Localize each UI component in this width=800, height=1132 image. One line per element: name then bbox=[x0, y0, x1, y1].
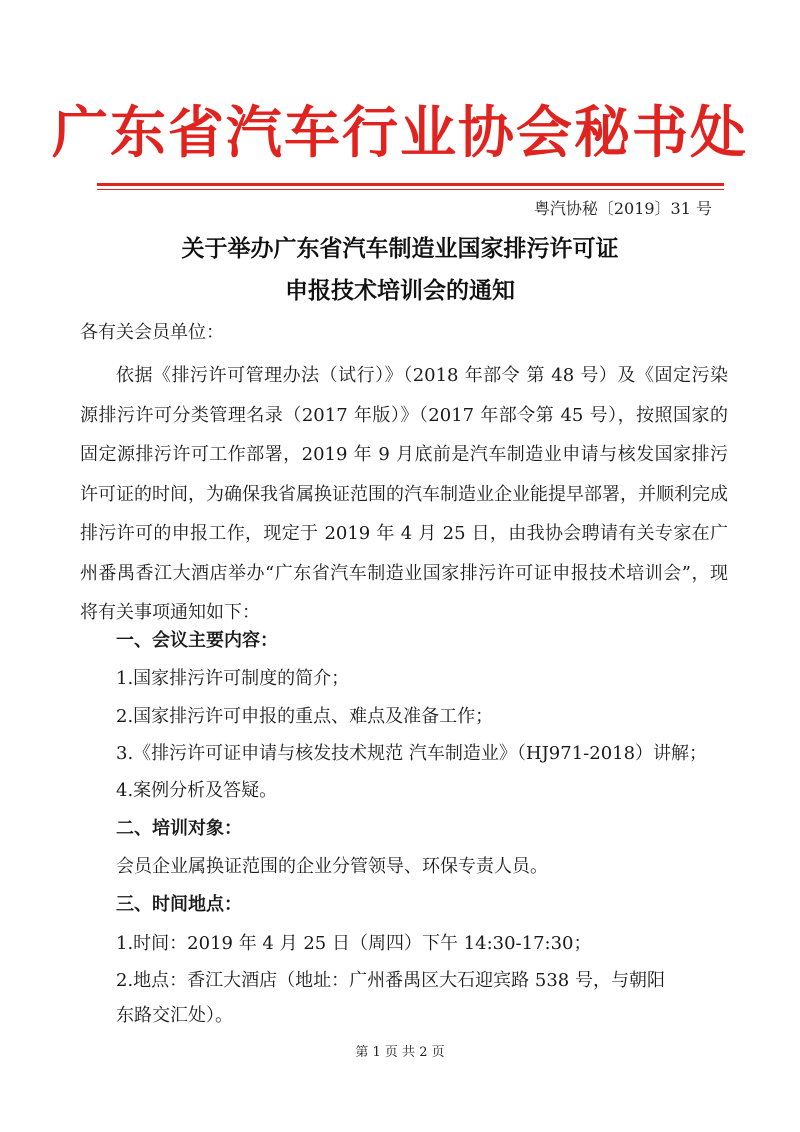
section-1-heading: 一、会议主要内容： bbox=[116, 630, 278, 651]
section-3-place-line-1: 2.地点：香江大酒店（地址：广州番禺区大石迎宾路 538 号，与朝阳 bbox=[116, 970, 665, 991]
page-footer-page-number: 第 1 页 共 2 页 bbox=[355, 1045, 445, 1060]
section-1-item-1: 1.国家排污许可制度的简介； bbox=[116, 668, 350, 689]
section-3-time: 1.时间：2019 年 4 月 25 日（周四）下午 14:30-17:30； bbox=[116, 933, 592, 954]
organization-letterhead-title: 广东省汽车行业协会秘书处 bbox=[52, 100, 748, 166]
notice-title-line-2: 申报技术培训会的通知 bbox=[285, 278, 515, 304]
section-1-item-3: 3.《排污许可证申请与核发技术规范 汽车制造业》（HJ971-2018）讲解； bbox=[116, 743, 708, 764]
section-2-heading: 二、培训对象： bbox=[116, 818, 242, 839]
document-number: 粤汽协秘〔2019〕31 号 bbox=[533, 199, 712, 218]
section-2-text: 会员企业属换证范围的企业分管领导、环保专责人员。 bbox=[116, 856, 548, 877]
body-paragraph: 依据《排污许可管理办法（试行）》（2018 年部令 第 48 号）及《固定污染源排污许可分类管理名录（2017 年版）》（2017 年部令第 45 号），按照国家的固定源排污许可工作部署，2019 年 9 月底前是汽车制造业申请与核发国家排污许可证的时间，为确保我省属换证范围的汽车制造业企业能提早部署，并顺利完成排污许可的申报工作，现定于 2019 年 4 月 25 日，由我协会聘请有关专家在广州番禺香江大酒店举办“广东省汽车制造业国家排污许可证申报技术培训会”，现将有关事项通知如下： bbox=[80, 365, 728, 623]
section-3-heading: 三、时间地点： bbox=[116, 894, 242, 915]
letterhead-red-rule-thin bbox=[97, 189, 724, 190]
notice-title-line-1: 关于举办广东省汽车制造业国家排污许可证 bbox=[181, 236, 619, 262]
section-1-item-4: 4.案例分析及答疑。 bbox=[116, 780, 278, 801]
section-1-item-2: 2.国家排污许可申报的重点、难点及准备工作； bbox=[116, 706, 494, 727]
addressee: 各有关会员单位： bbox=[80, 322, 224, 343]
section-3-place-line-2: 东路交汇处）。 bbox=[116, 1005, 233, 1026]
letterhead-red-rule-thick bbox=[97, 183, 724, 186]
